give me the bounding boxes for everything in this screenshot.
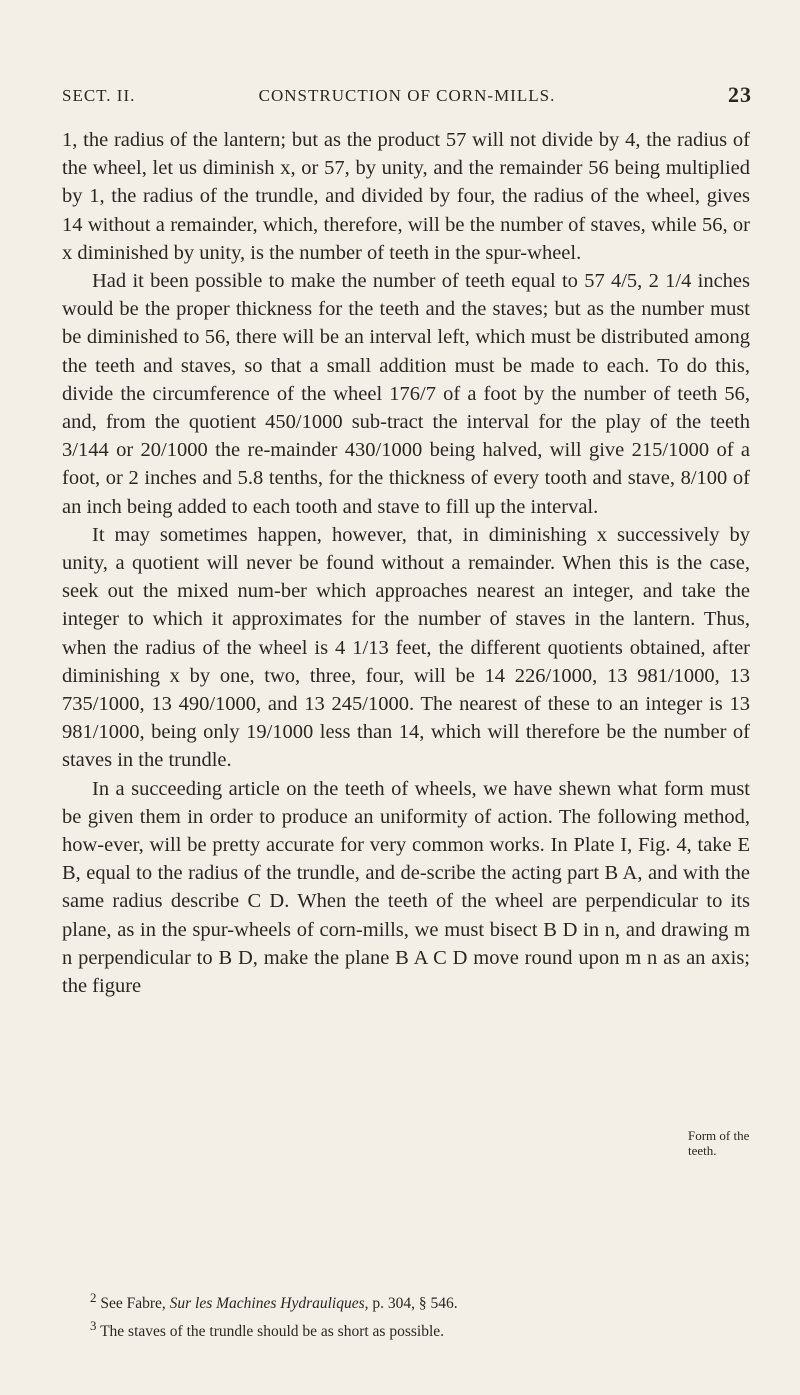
paragraph-4: In a succeeding article on the teeth of wheels, we have shewn what form must be given them in order to produce an uniformity of action. The following method, how-ever, will be pretty accurate for very common works. In Plate I, Fig. 4, take E B, equal to the radius of the trundle, and de-scribe the acting part B A, and with the same radius describe C D. When the teeth of the wheel are perpendicular to its plane, as in the spur-wheels of corn-mills, we must bisect B D in n, and drawing m n perpendicular to B D, make the plane B A C D move round upon m n as an axis; the figure [62, 777, 750, 998]
footnote-rest: p. 304, § 546. [372, 1295, 458, 1313]
running-title: CONSTRUCTION OF CORN-MILLS. [258, 86, 556, 105]
footnote-text: The staves of the trundle should be as short as possible. [100, 1323, 445, 1341]
page-number: 23 [728, 82, 752, 107]
footnote-source: Sur les Machines Hydrauliques, [169, 1295, 369, 1313]
footnote-mark: 3 [90, 1318, 97, 1334]
running-header [62, 82, 752, 116]
footnote-3 [62, 1315, 750, 1343]
body-text [62, 126, 750, 1000]
margin-note-line-2: teeth. [688, 1143, 717, 1158]
footnotes [62, 1287, 750, 1343]
paragraph-2: Had it been possible to make the number of teeth equal to 57 4/5, 2 1/4 inches would be the proper thickness for the teeth and the staves; but as the number must be diminished to 56, there will be an interval left, which must be distributed among the teeth and staves, so that a small addition must be made to each. To do this, divide the circumference of the wheel 176/7 of a foot by the number of teeth 56, and, from the quotient 450/1000 sub-tract the interval for the play of the teeth 3/144 or 20/1000 the re-mainder 430/1000 being halved, will give 215/1000 of a foot, or 2 inches and 5.8 tenths, for the thickness of every tooth and stave, 8/100 of an inch being added to each tooth and stave to fill up the interval. [62, 270, 750, 518]
footnote-text: See Fabre, [100, 1295, 166, 1313]
margin-note [688, 1128, 749, 1158]
footnote-2 [62, 1287, 750, 1315]
paragraph-1: 1, the radius of the lantern; but as the product 57 will not divide by 4, the radius of the wheel, let us diminish x, or 57, by unity, and the remainder 56 being multiplied by 1, the radius of the trundle, and divided by four, the radius of the wheel, gives 14 without a remainder, which, therefore, will be the number of staves, while 56, or x diminished by unity, is the number of teeth in the spur-wheel. [62, 129, 750, 264]
paragraph-3: It may sometimes happen, however, that, in diminishing x successively by unity, a quotient will never be found without a remainder. When this is the case, seek out the mixed num-ber which approaches nearest an integer, and take the integer to which it approximates for the number of staves in the lantern. Thus, when the radius of the wheel is 4 1/13 feet, the different quotients obtained, after diminishing x by one, two, three, four, will be 14 226/1000, 13 981/1000, 13 735/1000, 13 490/1000, and 13 245/1000. The nearest of these to an integer is 13 981/1000, being only 19/1000 less than 14, which will therefore be the number of staves in the trundle. [62, 523, 750, 772]
margin-note-line-1: Form of the [688, 1128, 750, 1143]
footnote-mark: 2 [90, 1290, 97, 1305]
section-label: SECT. II. [62, 86, 136, 105]
